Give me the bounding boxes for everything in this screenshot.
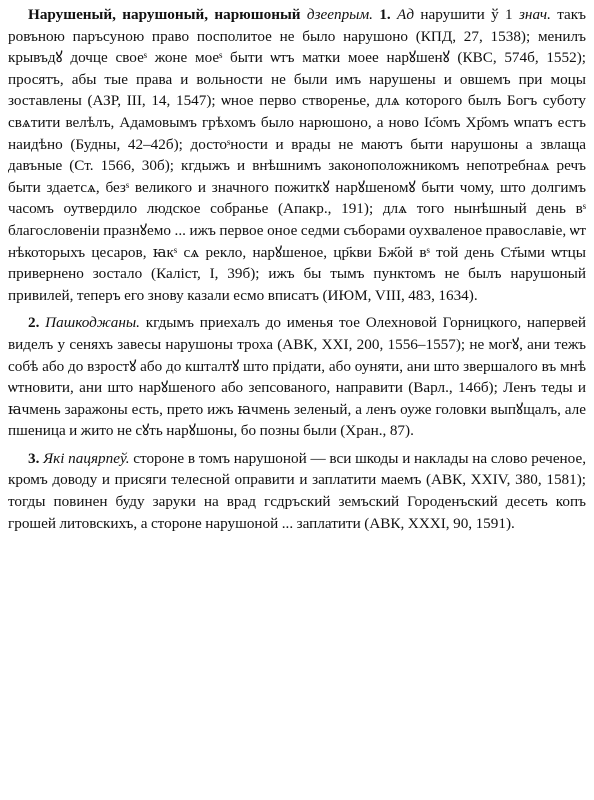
sense-1-text-a: нарушити ў 1 (414, 6, 519, 23)
sense-2-text: кгдымъ приехалъ до именья тое Олехновой Горницкого, напервей виделъ у сеняхъ завесы нарушоны троха (АВК, XXI, 200, 1556–1557); не могꙋ, ани тежъ собѣ або до взростꙋ або до кшталтꙋ што прідати, або оуняти, ани што звершалого въ мнѣ ѡтновити, ани што нарꙋшеного або зепсованого, направити (Варл., 146б); Ленъ теды и ꙗчмень заражоны есть, прето ижъ ꙗчмень зеленый, а ленъ оуже головки выпꙋщалъ, але пшеница и жито не сꙋть нарꙋшоны, бо позны были (Хран., 87). (8, 314, 586, 440)
sense-1-number: 1. (379, 6, 391, 23)
headword: Нарушеный, нарушоный, нарюшоный (28, 6, 301, 23)
sense-3-number: 3. (28, 449, 40, 467)
sense-3-text: стороне в томъ нарушоной — вси шкоды и наклады на слово реченое, кромъ доводу и присяги телесной оправити и заплатити маемъ (АВК, XXIV, 380, 1581); тогды повинен буду заруки на врад гсдръский земъский Городенъский десеть копъ грошей литовскихъ, а стороне нарушоной ... заплатити (АВК, XXXI, 90, 1591). (8, 449, 587, 532)
sense-1-gloss: Ад (397, 6, 415, 23)
sense-3-meaning: Які пацярпеў. (43, 449, 130, 467)
sense-2-paragraph (8, 312, 586, 442)
sense-3-paragraph (8, 448, 586, 534)
sense-1-meaning: знач. (518, 6, 551, 23)
sense-2-number: 2. (28, 314, 40, 332)
sense-1-paragraph (8, 4, 586, 306)
part-of-speech: дзеепрым. (306, 6, 373, 23)
sense-1-text-b: такъ ровъною паръсуною право посполитое не было нарушоно (КПД, 27, 1538); менилъ крывъдꙋ дочце своеˢ жоне моеˢ быти ѡтъ матки моее нарꙋшенꙋ (КВС, 574б, 1552); просятъ, абы тые права и вольности не были имъ нарушены и овшемъ при моцы зоставлены (АЗР, III, 14, 1547); ѡное перво створенье, длѧ которого былъ Богъ суботу свѧтити велѣлъ, Адамовымъ грѣхомъ было нарюшоно, а ново Іс҃омъ Хр҃омъ ѡпатъ естъ наидѣно (Будны, 42–42б); достоˢности и врады не маютъ быти нарушоны а звлаща давъные (Ст. 1566, 30б); кгдыжъ и внѣшнимъ законоположникомъ непотребнаѧ речъ быти здаетсѧ, безˢ великого и значного пожиткꙋ нарꙋшеномꙋ быти чому, што долгимъ часомъ оутвердило людское собранье (Апакр., 191); длѧ того нынѣшный день вˢ благословеніи празнꙋемо ... ижъ первое оное седми съборами оухваленое православіе, ѡт нѣкоторыхъ цесаров, ꙗкˢ сѧ рекло, нарꙋшеное, цр҃кви Бж҃ой вˢ той день Ст҃ыми ѡтцы привернено зостало (Каліст, I, 39б); ижъ бы тымъ пунктомъ не былъ нарушоный привилей, теперъ его знову казали есмо вписатъ (ИЮМ, VIII, 483, 1634). (8, 6, 587, 304)
sense-2-meaning: Пашкоджаны. (45, 314, 140, 332)
